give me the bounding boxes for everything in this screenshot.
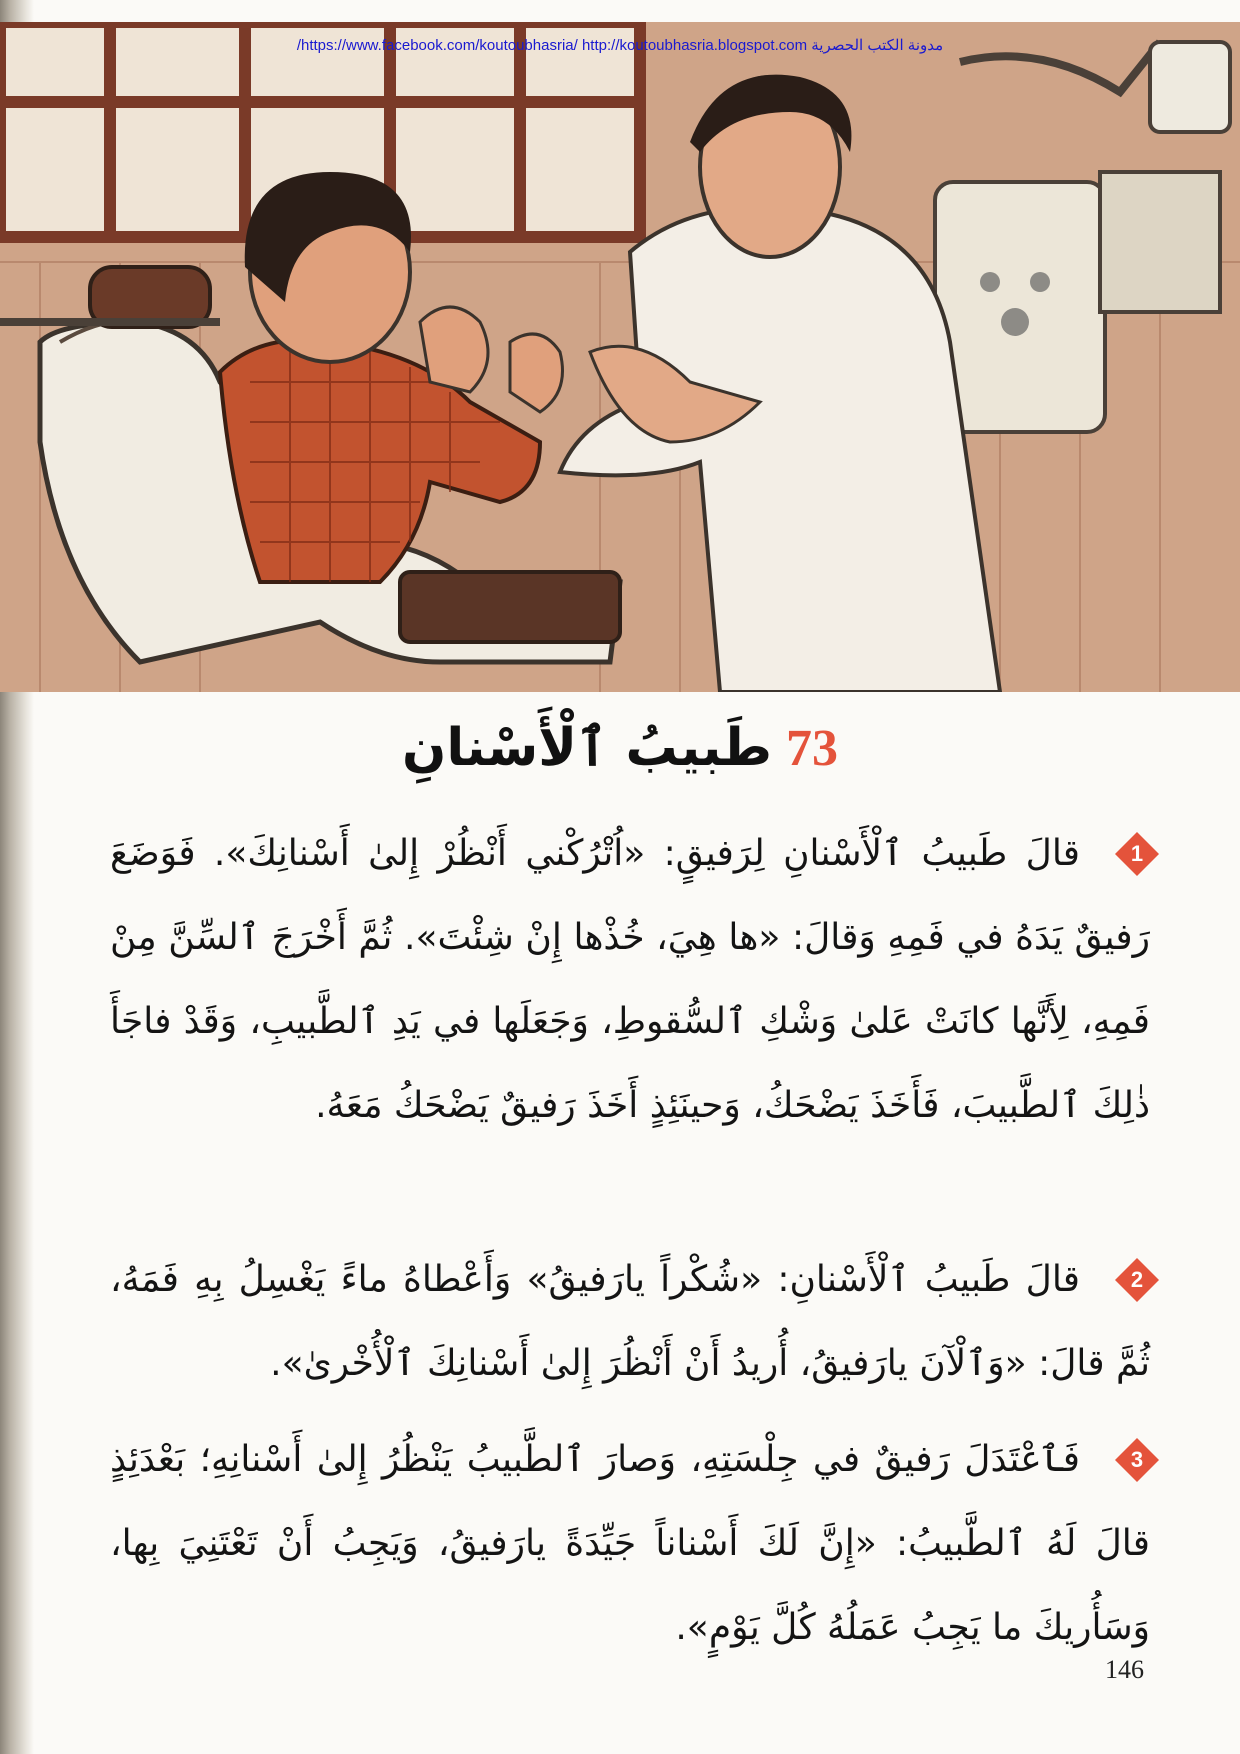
paragraph-3-text: فَٱعْتَدَلَ رَفيقٌ في جِلْسَتِهِ، وَصارَ ٱلطَّبيبُ يَنْظُرُ إِلىٰ أَسْنانِهِ؛ بَعْدَئِذٍ قالَ لَهُ ٱلطَّبيبُ: «إِنَّ لَكَ أَسْناناً جَيِّدَةً يارَفيقُ، وَيَجِبُ أَنْ تَعْتَنِيَ بِها، وَسَأُريكَ ما يَجِبُ عَمَلُهُ كُلَّ يَوْمٍ». [110, 1439, 1150, 1648]
paragraph-3-block [110, 1418, 1150, 1670]
watermark-link-text: /https://www.facebook.com/koutoubhasria/ http://koutoubhasria.blogspot.com مدونة الكتب الحصرية [296, 37, 944, 54]
lesson-title: طَبيبُ ٱلْأَسْنانِ [401, 718, 773, 778]
paragraph-2-text: قالَ طَبيبُ ٱلْأَسْنانِ: «شُكْراً يارَفيقُ» وَأَعْطاهُ ماءً يَغْسِلُ بِهِ فَمَهُ، ثُمَّ قالَ: «وَٱلْآنَ يارَفيقُ، أُريدُ أَنْ أَنْظُرَ إِلىٰ أَسْنانِكَ ٱلْأُخْرىٰ». [110, 1259, 1150, 1384]
lesson-number: 73 [786, 719, 839, 777]
lesson-heading [0, 698, 1240, 798]
paragraph-1-text: قالَ طَبيبُ ٱلْأَسْنانِ لِرَفيقٍ: «اُتْرُكْني أَنْظُرْ إِلىٰ أَسْنانِكَ». فَوَضَعَ رَفيقٌ يَدَهُ في فَمِهِ وَقالَ: «ها هِيَ، خُذْها إِنْ شِئْتَ». ثُمَّ أَخْرَجَ ٱلسِّنَّ مِنْ فَمِهِ، لِأَنَّها كانَتْ عَلىٰ وَشْكِ ٱلسُّقوطِ، وَجَعَلَها في يَدِ ٱلطَّبيبِ، وَقَدْ فاجَأَ ذٰلِكَ ٱلطَّبيبَ، فَأَخَذَ يَضْحَكُ، وَحينَئِذٍ أَخَذَ رَفيقٌ يَضْحَكُ مَعَهُ. [110, 833, 1150, 1126]
paragraph-2-block [110, 1238, 1150, 1406]
page-number: 146 [1105, 1655, 1144, 1684]
dentist-illustration [0, 22, 1240, 692]
paragraph-marker-2-number: 2 [1130, 1267, 1144, 1292]
paragraph-marker-3-number: 3 [1130, 1447, 1144, 1472]
paragraph-marker-1-number: 1 [1130, 841, 1144, 866]
paragraph-1-block [110, 812, 1150, 1148]
